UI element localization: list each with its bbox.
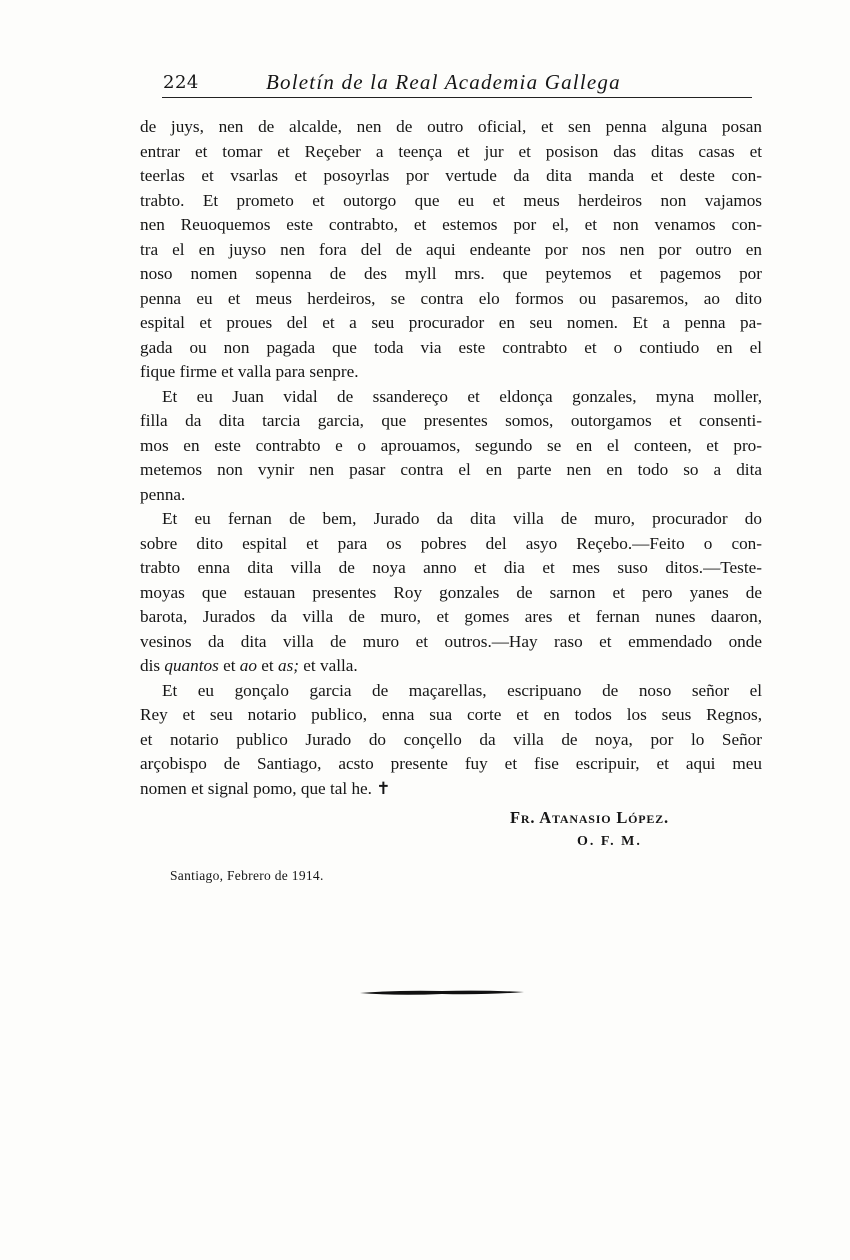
text-line: tra el en juyso nen fora del de aqui endeante por nos nen por outro en bbox=[140, 239, 762, 259]
text-line: Et eu fernan de bem, Jurado da dita villa de muro, procurador do bbox=[162, 509, 762, 528]
document-body bbox=[140, 115, 762, 801]
text-line: teerlas et vsarlas et posoyrlas por vertude da dita manda et deste con- bbox=[140, 166, 762, 185]
text-line: moyas que estauan presentes Roy gonzales de sarnon et pero yanes de bbox=[140, 582, 762, 602]
italic-word: as; bbox=[277, 656, 299, 675]
text-fragment: dis bbox=[140, 656, 165, 675]
text-line: penna eu et meus herdeiros, se contra elo formos ou pasaremos, ao dito bbox=[140, 288, 762, 308]
text-line: filla da dita tarcia garcia, que presentes somos, outorgamos et consenti- bbox=[140, 411, 762, 430]
text-line: vesinos da dita villa de muro et outros.—Hay raso et emmendado onde bbox=[140, 631, 762, 651]
text-line: penna. bbox=[140, 484, 186, 504]
text-fragment: et valla. bbox=[299, 656, 358, 675]
text-line: Et eu gonçalo garcia de maçarellas, escripuano de noso señor el bbox=[162, 680, 762, 700]
text-line: metemos non vynir nen pasar contra el en parte nen en todo so a dita bbox=[140, 460, 762, 479]
text-fragment: et bbox=[256, 656, 278, 675]
text-line: sobre dito espital et para os pobres del asyo Reçebo.—Feito o con- bbox=[140, 533, 762, 553]
text-line: Et eu Juan vidal de ssandereço et eldonça gonzales, myna moller, bbox=[162, 386, 762, 406]
paragraph-2 bbox=[140, 385, 762, 508]
page-number: 224 bbox=[163, 72, 199, 93]
text-line: espital et proues del et a seu procurador en seu nomen. Et a penna pa- bbox=[140, 313, 762, 332]
running-title: Boletín de la Real Academia Gallega bbox=[266, 70, 621, 94]
paragraph-4 bbox=[140, 679, 762, 802]
text-line: trabto enna dita villa de noya anno et dia et mes suso ditos.—Teste- bbox=[140, 558, 762, 577]
text-fragment: et bbox=[218, 656, 240, 675]
text-line: arçobispo de Santiago, acsto presente fuy et fise escripuir, et aqui meu bbox=[140, 754, 762, 773]
header-rule bbox=[162, 97, 752, 98]
paragraph-3 bbox=[140, 507, 762, 679]
signature-order: O. F. M. bbox=[577, 834, 642, 849]
text-line: nomen et signal pomo, que tal he. ✝ bbox=[140, 778, 391, 798]
signature-name: Fr. Atanasio López. bbox=[510, 808, 669, 827]
italic-word: quantos bbox=[164, 656, 219, 675]
text-line: de juys, nen de alcalde, nen de outro oficial, et sen penna alguna posan bbox=[140, 117, 762, 136]
text-line: nen Reuoquemos este contrabto, et estemos por el, et non venamos con- bbox=[140, 215, 762, 234]
end-rule-ornament bbox=[358, 987, 526, 997]
paragraph-1 bbox=[140, 115, 762, 385]
text-line: entrar et tomar et Reçeber a teença et jur et posison das ditas casas et bbox=[140, 141, 762, 161]
text-line: et notario publico Jurado do conçello da villa de noya, por lo Señor bbox=[140, 729, 762, 749]
dateline: Santiago, Febrero de 1914. bbox=[170, 868, 324, 883]
text-line: noso nomen sopenna de des myll mrs. que peytemos et pagemos por bbox=[140, 264, 762, 283]
text-line: Rey et seu notario publico, enna sua corte et en todos los seus Regnos, bbox=[140, 705, 762, 724]
text-line: trabto. Et prometo et outorgo que eu et meus herdeiros non vajamos bbox=[140, 190, 762, 210]
italic-word: ao bbox=[239, 656, 257, 675]
text-line: mos en este contrabto e o aprouamos, segundo se en el conteen, et pro- bbox=[140, 435, 762, 455]
text-line: gada ou non pagada que toda via este contrabto et o contiudo en el bbox=[140, 337, 762, 357]
text-line: fique firme et valla para senpre. bbox=[140, 362, 359, 381]
text-line bbox=[140, 654, 762, 679]
text-line: barota, Jurados da villa de muro, et gomes ares et fernan nunes daaron, bbox=[140, 607, 762, 626]
